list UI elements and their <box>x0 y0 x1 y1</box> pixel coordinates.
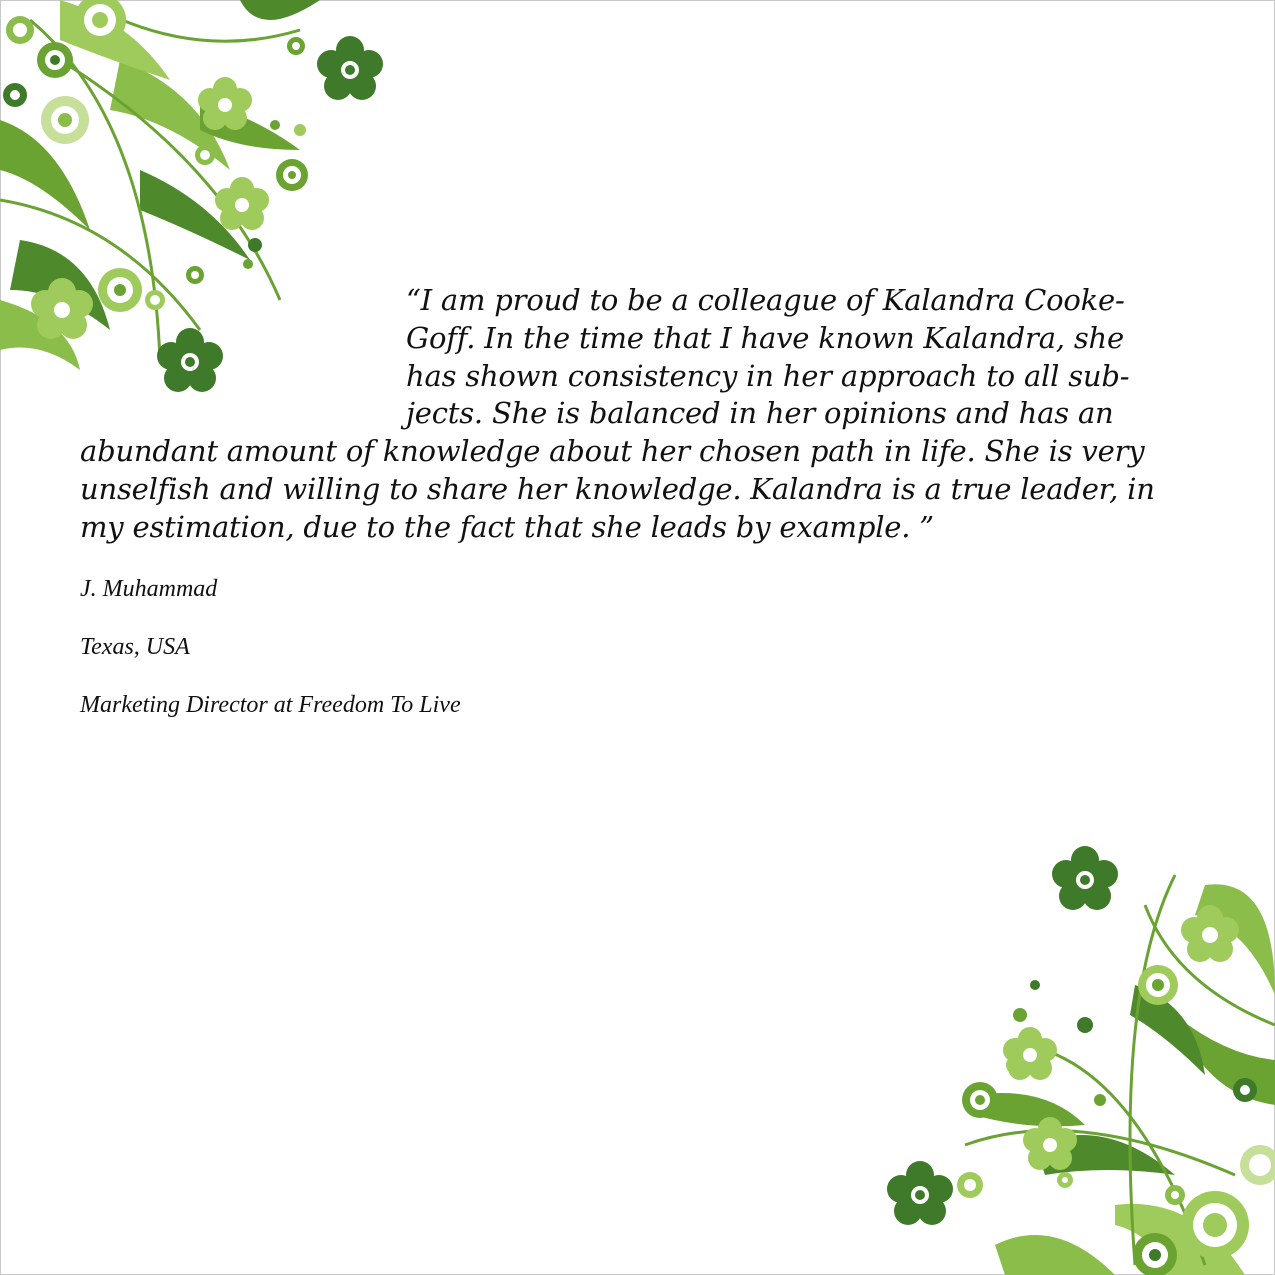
quote-line: Goff. In the time that I have known Kalandra, she <box>406 320 1124 355</box>
author-role: Marketing Director at Freedom To Live <box>80 692 461 718</box>
quote-line: has shown consistency in her approach to all sub- <box>406 358 1130 393</box>
quote-line: jects. She is balanced in her opinions and has an <box>406 396 1114 431</box>
quote-line: abundant amount of knowledge about her chosen path in life. She is very <box>80 434 1145 469</box>
author-location: Texas, USA <box>80 634 190 660</box>
author-name: J. Muhammad <box>80 576 218 602</box>
floral-ornament-bottom-right-icon <box>875 845 1275 1275</box>
testimonial-quote <box>80 282 1210 547</box>
quote-line: my estimation, due to the fact that she leads by example. ” <box>80 509 934 544</box>
quote-line: unselfish and willing to share her knowledge. Kalandra is a true leader, in <box>80 471 1155 506</box>
quote-line: “I am proud to be a colleague of Kalandra Cooke- <box>406 283 1125 317</box>
